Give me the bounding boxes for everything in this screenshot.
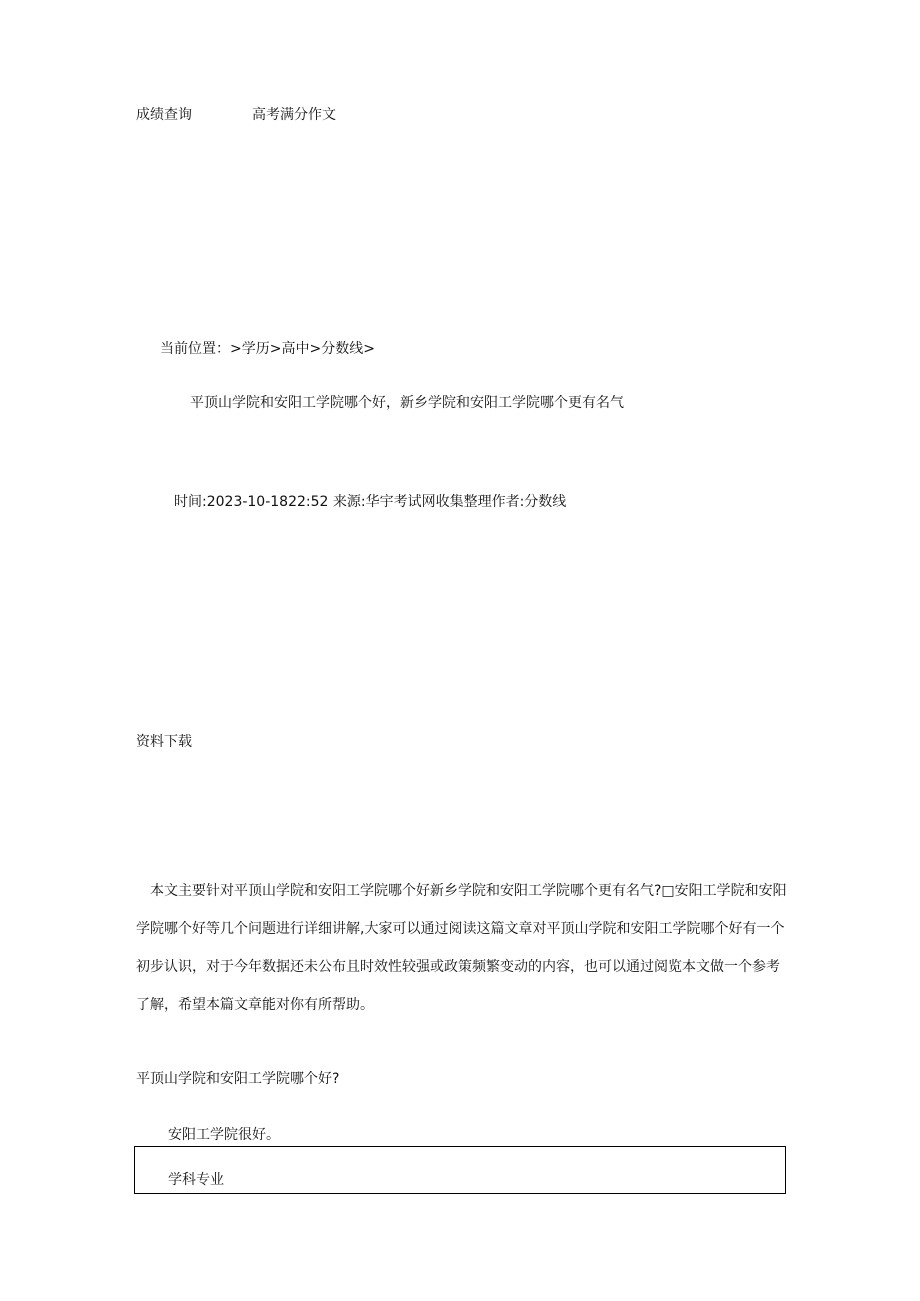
article-intro: 本文主要针对平顶山学院和安阳工学院哪个好新乡学院和安阳工学院哪个更有名气?□安阳工学院和安阳学院哪个好等几个问题进行详细讲解,大家可以通过阅读这篇文章对平顶山学院和安阳工学院哪个好有一个初步认识，对于今年数据还未公布且时效性较强或政策频繁变动的内容，也可以通过阅览本文做一个参考了解，希望本篇文章能对你有所帮助。 bbox=[136, 883, 787, 1013]
answer-text: 安阳工学院很好。 bbox=[168, 1127, 280, 1143]
question-heading: 平顶山学院和安阳工学院哪个好? bbox=[136, 1071, 340, 1087]
article-title: 平顶山学院和安阳工学院哪个好，新乡学院和安阳工学院哪个更有名气 bbox=[190, 395, 624, 411]
table-cell-subject-major: 学科专业 bbox=[168, 1172, 224, 1188]
nav-link-gaokao-essays[interactable]: 高考满分作文 bbox=[252, 107, 336, 123]
info-table bbox=[134, 1146, 786, 1194]
breadcrumb: 当前位置：>学历>高中>分数线> bbox=[160, 341, 375, 357]
nav-link-score-query[interactable]: 成绩查询 bbox=[136, 107, 192, 123]
download-link[interactable]: 资料下载 bbox=[136, 734, 192, 750]
article-meta: 时间:2023-10-1822:52 来源:华宇考试网收集整理作者:分数线 bbox=[174, 494, 567, 510]
